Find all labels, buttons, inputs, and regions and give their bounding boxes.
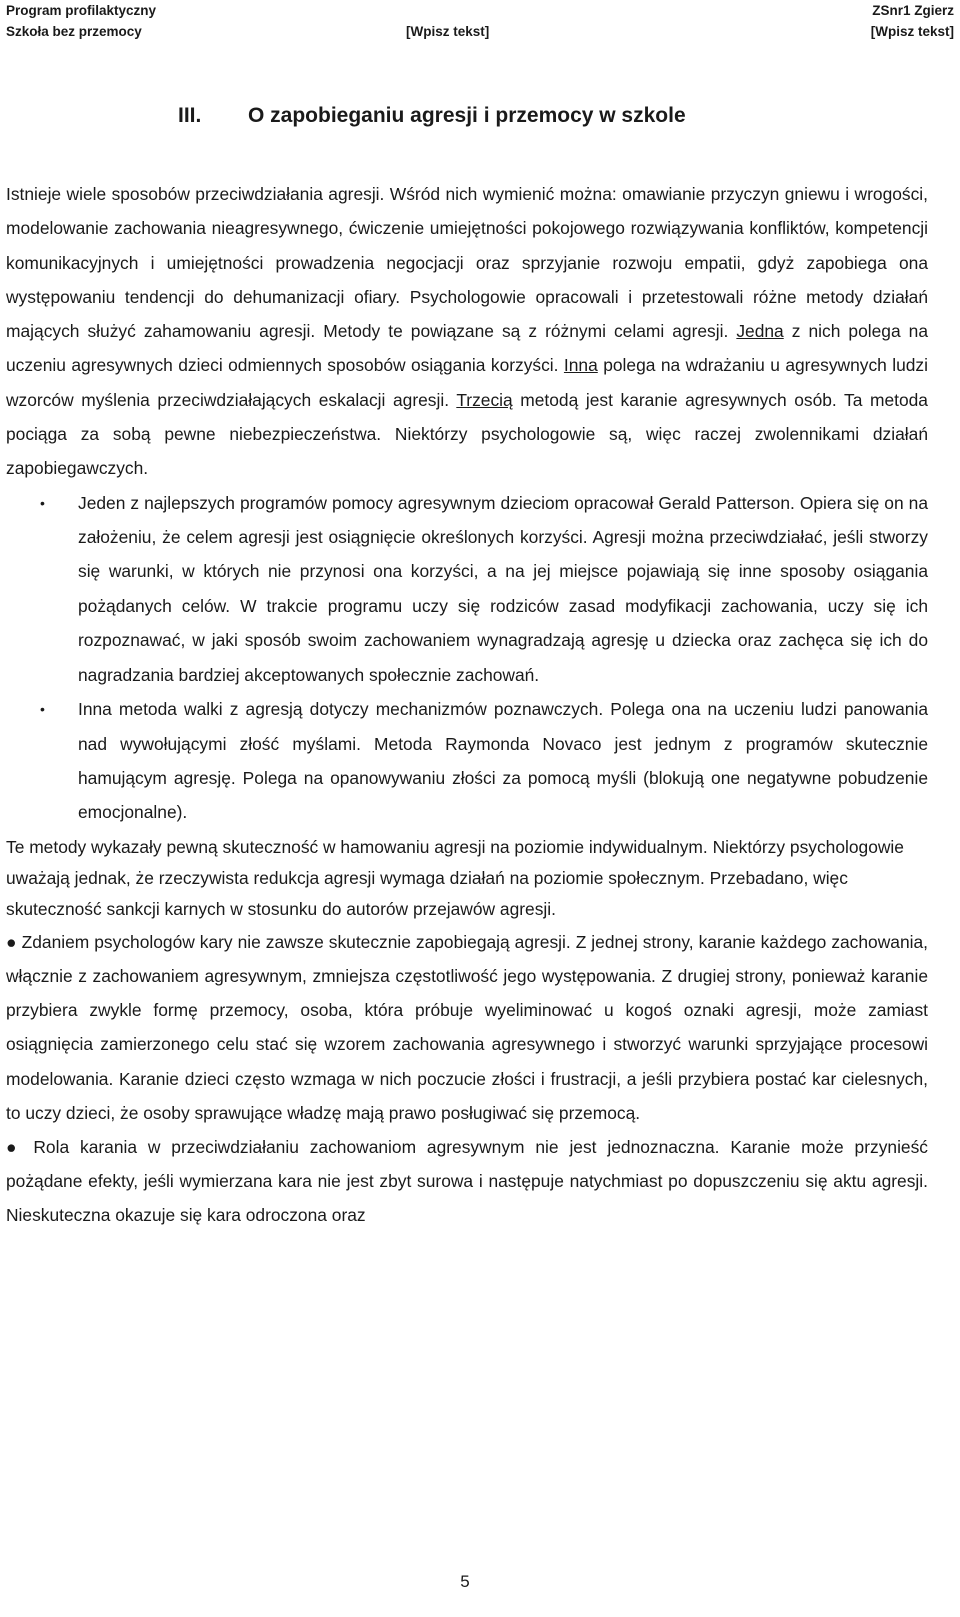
- section-number: III.: [178, 104, 202, 127]
- paragraph-role-of-punishment: ● Rola karania w przeciwdziałaniu zachowaniom agresywnym nie jest jednoznaczna. Karanie może przynieść pożądane efekty, jeśli wymierzana kara nie jest zbyt surowa i następuje natychmiast po dopuszczeniu się aktu agresji. Nieskuteczna okazuje się kara odroczona oraz: [6, 1136, 928, 1226]
- section-heading: [178, 104, 686, 128]
- paragraph-intro-text-2: z nich polega na uczeniu agresywnych dzieci odmiennych sposobów osiągania korzyści.: [6, 321, 928, 376]
- bullet-text: Jeden z najlepszych programów pomocy agresywnym dzieciom opracował Gerald Patterson. Opiera się on na założeniu, że celem agresji jest osiągnięcie określonych korzyści. Agresji można przeciwdziałać, jeśli stworzy się warunki, w których nie przynosi ona korzyści, a na jej miejsce pojawiają się inne sposoby osiągania pożądanych celów. W trakcie programu uczy się rodziców zasad modyfikacji zachowania, uczy się ich rozpoznawać, w jaki sposób swoim zachowaniem wynagradzają agresję u dziecka oraz zachęca się ich do nagradzania bardziej akceptowanych społecznie zachowań.: [78, 492, 928, 685]
- page-header: [6, 0, 954, 44]
- header-right: [871, 0, 954, 42]
- bullet-item-patterson: [6, 486, 928, 692]
- bullet-text: Inna metoda walki z agresją dotyczy mechanizmów poznawczych. Polega ona na uczeniu ludzi panowania nad wywołującymi złość myślami. Metoda Raymonda Novaco jest jednym z programów skutecznie hamującym agresję. Polega na opanowywaniu złości za pomocą myśli (blokują one negatywne pobudzenie emocjonalne).: [78, 699, 928, 823]
- underlined-word-jedna: Jedna: [736, 321, 784, 342]
- paragraph-intro-text-4: metodą jest karanie agresywnych osób. Ta metoda pociąga za sobą pewne niebezpieczeństwa. Niektórzy psychologowie są, więc raczej zwolennikami działań zapobiegawczych.: [6, 389, 928, 479]
- paragraph-punishment: ● Zdaniem psychologów kary nie zawsze skutecznie zapobiegają agresji. Z jednej strony, karanie każdego zachowania, włącznie z zachowaniem agresywnym, zmniejsza częstotliwość jego występowania. Z drugiej strony, ponieważ karanie przybiera zwykle formę przemocy, osoba, która próbuje wyeliminować u kogoś oznaki agresji, może zamiast osiągnięcia zamierzonego celu stać się wzorem zachowania agresywnego i stworzyć warunki sprzyjające procesowi modelowania. Karanie dzieci często wzmaga w nich poczucie złości i frustracji, a jeśli przybiera postać kar cielesnych, to uczy dzieci, że osoby sprawujące władzę mają prawo posługiwać się przemocą.: [6, 931, 928, 1123]
- header-placeholder-right: [Wpisz tekst]: [870, 24, 954, 39]
- paragraph-social-level: Te metody wykazały pewną skuteczność w hamowaniu agresji na poziomie indywidualnym. Niektórzy psychologowie uważają jednak, że rzeczywista redukcja agresji wymaga działań na poziomie społecznym. Przebadano, więc skuteczność sankcji karnych w stosunku do autorów przejawów agresji.: [6, 836, 904, 919]
- page-number: 5: [460, 1572, 470, 1591]
- bullet-icon: •: [40, 701, 45, 718]
- header-placeholder-center: [Wpisz tekst]: [406, 24, 490, 39]
- bullet-item-novaco: [6, 692, 928, 830]
- header-program-title: Program profilaktyczny: [6, 3, 157, 18]
- header-program-subtitle: Szkoła bez przemocy: [6, 24, 142, 39]
- bullet-icon: •: [40, 494, 45, 511]
- paragraph-intro-text-3: polega na wdrażaniu u agresywnych ludzi wzorców myślenia przeciwdziałających eskalacji agresji.: [6, 355, 928, 410]
- header-school-name: ZSnr1 Zgierz: [872, 3, 954, 18]
- header-left: [6, 0, 156, 42]
- paragraph-intro: [6, 177, 928, 486]
- underlined-word-inna: Inna: [563, 355, 598, 376]
- document-body: [6, 177, 928, 1233]
- underlined-word-trzecia: Trzecią: [456, 389, 513, 410]
- bullet-list: [6, 486, 928, 830]
- paragraph-intro-text: Istnieje wiele sposobów przeciwdziałania agresji. Wśród nich wymienić można: omawianie przyczyn gniewu i wrogości, modelowanie zachowania nieagresywnego, ćwiczenie umiejętności pokojowego rozwiązywania konfliktów, kompetencji komunikacyjnych i umiejętności prowadzenia negocjacji oraz sprzyjanie rozwoju empatii, gdyż zapobiega ona występowaniu tendencji do dehumanizacji ofiary. Psychologowie opracowali i przetestowali różne metody działań mających służyć zahamowaniu agresji. Metody te powiązane są z różnymi celami agresji.: [6, 184, 928, 342]
- section-title: O zapobieganiu agresji i przemocy w szkole: [248, 104, 686, 127]
